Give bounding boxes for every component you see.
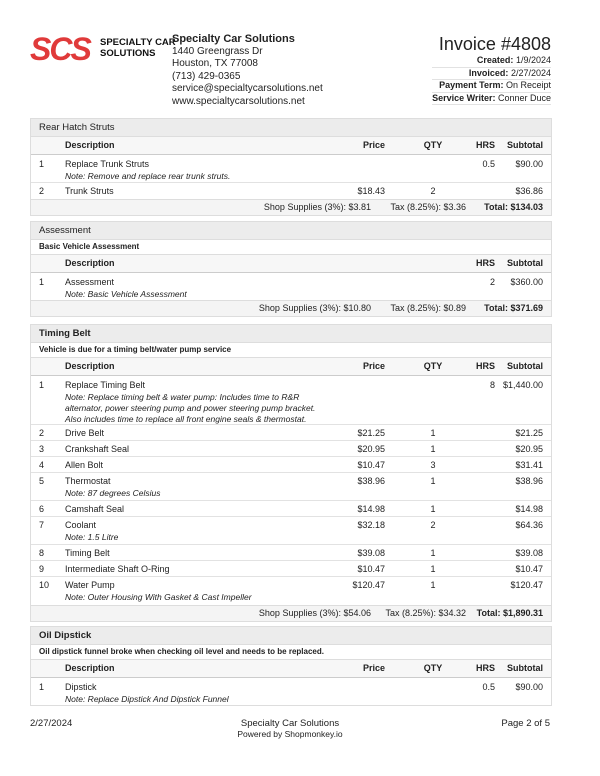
address-line-2: Houston, TX 77008: [172, 58, 258, 69]
table-header: [31, 137, 551, 155]
table-header: Description Price QTY HRS Subtotal: [31, 660, 551, 678]
company-name: Specialty Car Solutions: [172, 33, 295, 45]
section-rear-hatch-struts: [30, 118, 552, 216]
invoiced-date: 2/27/2024: [510, 67, 551, 78]
invoice-meta: [432, 33, 551, 105]
created-date: 1/9/2024: [515, 55, 551, 65]
section-totals: [31, 199, 551, 215]
company-logo: [30, 31, 176, 67]
tax: Tax (8.25%): $3.36: [390, 202, 466, 212]
section-total: Total: $134.03: [484, 202, 543, 212]
footer-company: Specialty Car Solutions: [240, 718, 340, 729]
table-row: 1 Dipstick Note: Replace Dipstick And Dipstick Funnel 0.5 $90.00: [39, 682, 543, 704]
page-number: Page 2 of 5: [501, 718, 550, 729]
payment-term: On Receipt: [505, 80, 551, 90]
table-row: 2 Trunk Struts $18.43 2 $36.86: [39, 186, 543, 196]
table-row: 1 Replace Trunk Struts Note: Remove and replace rear trunk struts. 0.5 $90.00: [31, 155, 551, 183]
section-description: Oil dipstick funnel broke when checking oil level and needs to be replaced.: [31, 645, 551, 660]
table-row: 2 Drive Belt $21.25 1 $21.25: [31, 425, 551, 441]
table-row: 3 Crankshaft Seal $20.95 1 $20.95: [31, 441, 551, 457]
table-header: Description Price QTY HRS Subtotal: [31, 358, 551, 376]
section-timing-belt: [30, 324, 552, 622]
col-description: Description: [65, 140, 115, 150]
table-row: 8 Timing Belt $39.08 1 $39.08: [31, 545, 551, 561]
shop-supplies: Shop Supplies (3%): $3.81: [263, 202, 371, 212]
table-row: 7 Coolant Note: 1.5 Litre $32.18 2 $64.36: [31, 517, 551, 545]
service-writer-label: Service Writer:: [432, 92, 496, 103]
table-header: Description HRS Subtotal: [31, 255, 551, 273]
payment-term-label: Payment Term:: [439, 80, 504, 90]
col-subtotal: Subtotal: [507, 140, 543, 150]
website: www.specialtycarsolutions.net: [172, 95, 305, 107]
section-totals: Shop Supplies (3%): $54.06 Tax (8.25%): $34.32 Total: $1,890.31: [31, 605, 551, 621]
table-row: 9 Intermediate Shaft O-Ring $10.47 1 $10.47: [31, 561, 551, 577]
table-row: 6 Camshaft Seal $14.98 1 $14.98: [31, 501, 551, 517]
table-row: 5 Thermostat Note: 87 degrees Celsius $38.96 1 $38.96: [31, 473, 551, 501]
section-totals: Shop Supplies (3%): $10.80 Tax (8.25%): $0.89 Total: $371.69: [31, 300, 551, 316]
logo-line-2: SOLUTIONS: [100, 48, 156, 59]
section-title: Assessment: [31, 222, 551, 240]
service-writer: Conner Duce: [497, 92, 551, 103]
logo-mark: SCS: [30, 31, 90, 67]
invoice-title: Invoice #4808: [438, 34, 551, 54]
section-title: Oil Dipstick: [31, 627, 551, 645]
invoiced-label: Invoiced:: [468, 67, 509, 78]
email: service@specialtycarsolutions.net: [172, 83, 323, 94]
table-row: 10 Water Pump Note: Outer Housing With Gasket & Cast Impeller $120.47 1 $120.47: [39, 580, 543, 602]
section-description: Vehicle is due for a timing belt/water pump service: [31, 343, 551, 358]
company-info: [172, 33, 323, 108]
created-label: Created:: [476, 55, 514, 65]
table-row: 1 Assessment Note: Basic Vehicle Assessment 2 $360.00: [39, 277, 543, 299]
section-description: Basic Vehicle Assessment: [31, 240, 551, 255]
footer-date: 2/27/2024: [30, 718, 73, 729]
table-row: 1 Replace Timing Belt Note: Replace timing belt & water pump: Includes time to R&R alternator, power steering pump and power steering pump bracket. Also includes time to replace all front engine seals & thermostat. 8 $1,440.00: [31, 376, 551, 425]
address-line-1: 1440 Greengrass Dr: [172, 45, 263, 57]
footer-powered-by: Powered by Shopmonkey.io: [237, 729, 343, 739]
logo-line-1: SPECIALTY CAR: [100, 37, 176, 48]
section-title: Timing Belt: [31, 325, 551, 343]
section-oil-dipstick: [30, 626, 552, 706]
col-qty: QTY: [423, 140, 443, 150]
section-assessment: [30, 221, 552, 317]
phone: (713) 429-0365: [172, 70, 241, 82]
table-row: 4 Allen Bolt $10.47 3 $31.41: [31, 457, 551, 473]
section-title: Rear Hatch Struts: [31, 119, 551, 137]
col-hrs: HRS: [475, 140, 495, 150]
col-price: Price: [362, 140, 385, 150]
